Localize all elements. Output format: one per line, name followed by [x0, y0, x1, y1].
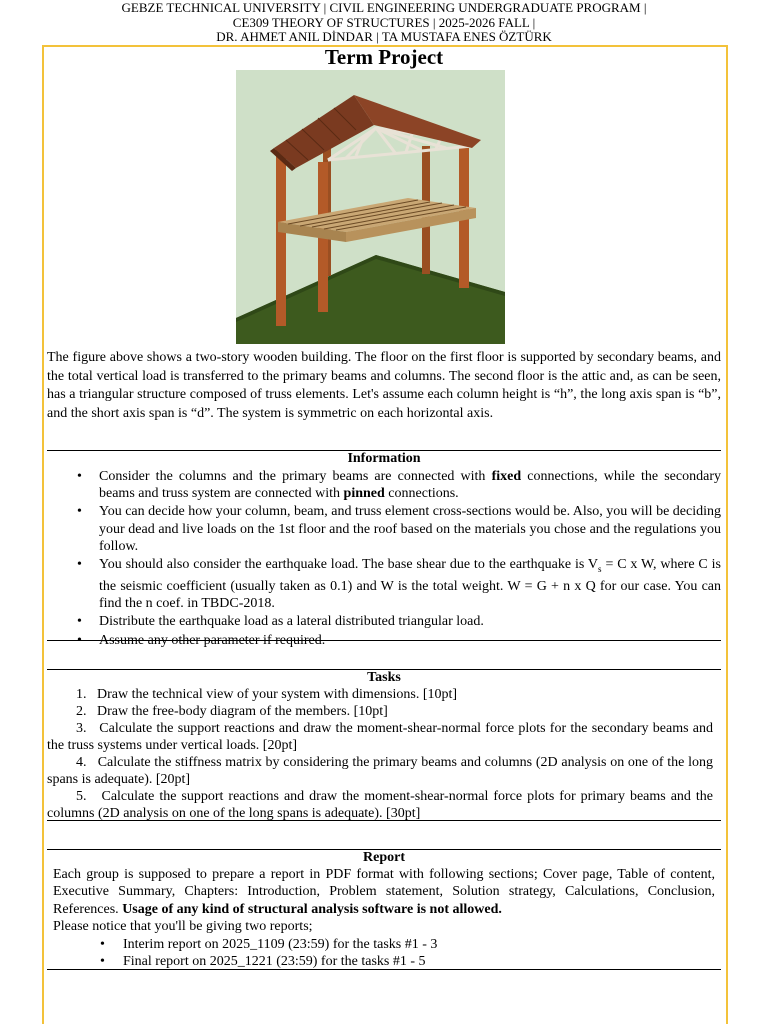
tasks-list [47, 686, 714, 822]
report-notice: Please notice that you'll be giving two reports; [53, 919, 313, 934]
tasks-bottom-rule [47, 820, 721, 821]
building-figure [236, 70, 505, 344]
header-line-3: DR. AHMET ANIL DİNDAR | TA MUSTAFA ENES ÖZTÜRK [216, 29, 552, 44]
information-item: • You should also consider the earthquake load. The base shear due to the earthquake is $V_s = C$ x W, where C is the seismic coefficient (usually taken as 0.1) and W is the total weight. W = G + n x Q for our case. You can find the n coef. in TBDC-2018. [77, 557, 721, 612]
report-bottom-rule [47, 969, 721, 970]
task-item: 5. Calculate the support reactions and draw the moment-shear-normal force plots for primary beams and the columns (2D analysis on one of the long spans is adequate). [30pt] [47, 789, 714, 821]
information-list [47, 468, 721, 650]
intro-paragraph: The figure above shows a two-story wooden building. The floor on the first floor is supported by secondary beams, and the total vertical load is transferred to the primary beams and columns. The second floor is the attic and, as can be seen, has a triangular structure composed of truss elements. Let's assume each column height is “h”, the long axis span is “b”, and the short axis span is “d”. The system is symmetric on each horizontal axis. [47, 350, 721, 421]
report-deadlines-list [53, 936, 713, 970]
task-item: 4. Calculate the stiffness matrix by considering the primary beams and columns (2D analysis on one of the long spans is adequate). [20pt] [47, 755, 713, 787]
tasks-title: Tasks [367, 670, 401, 685]
task-item: 1. Draw the technical view of your system with dimensions. [10pt] [76, 687, 458, 702]
task-item: 3. Calculate the support reactions and draw the moment-shear-normal force plots for the secondary beams and the truss systems under vertical loads. [20pt] [47, 721, 714, 753]
information-item: • Assume any other parameter if required. [77, 632, 326, 648]
information-item: • Distribute the earthquake load as a lateral distributed triangular load. [77, 614, 484, 630]
header-line-1: GEBZE TECHNICAL UNIVERSITY | CIVIL ENGINEERING UNDERGRADUATE PROGRAM | [121, 0, 647, 15]
report-title: Report [363, 850, 405, 865]
report-deadline-item: • Interim report on 2025_1109 (23:59) for the tasks #1 - 3 [100, 937, 438, 952]
page-title: Term Project [324, 45, 444, 69]
report-paragraph: Each group is supposed to prepare a report in PDF format with following sections; Cover page, Table of content, Executive Summary, Chapters: Introduction, Problem statement, Solution strategy, Calculations, Conclusion, References. Usage of any kind of structural analysis software is not allowed. [53, 867, 715, 917]
document-header [0, 0, 768, 44]
information-bottom-rule [47, 640, 721, 641]
report-deadline-item: • Final report on 2025_1221 (23:59) for the tasks #1 - 5 [100, 954, 426, 969]
information-item: • Consider the columns and the primary beams are connected with fixed connections, while the secondary beams and truss system are connected with pinned connections. [77, 469, 721, 502]
header-line-2: CE309 THEORY OF STRUCTURES | 2025-2026 FALL | [232, 14, 536, 30]
information-title: Information [347, 451, 421, 466]
wooden-building-illustration [236, 70, 505, 344]
information-item: • You can decide how your column, beam, and truss element cross-sections would be. Also, you will be deciding your dead and live loads on the 1st floor and the roof based on the materials you chose and the regulations you follow. [77, 504, 721, 554]
task-item: 2. Draw the free-body diagram of the members. [10pt] [76, 704, 388, 719]
